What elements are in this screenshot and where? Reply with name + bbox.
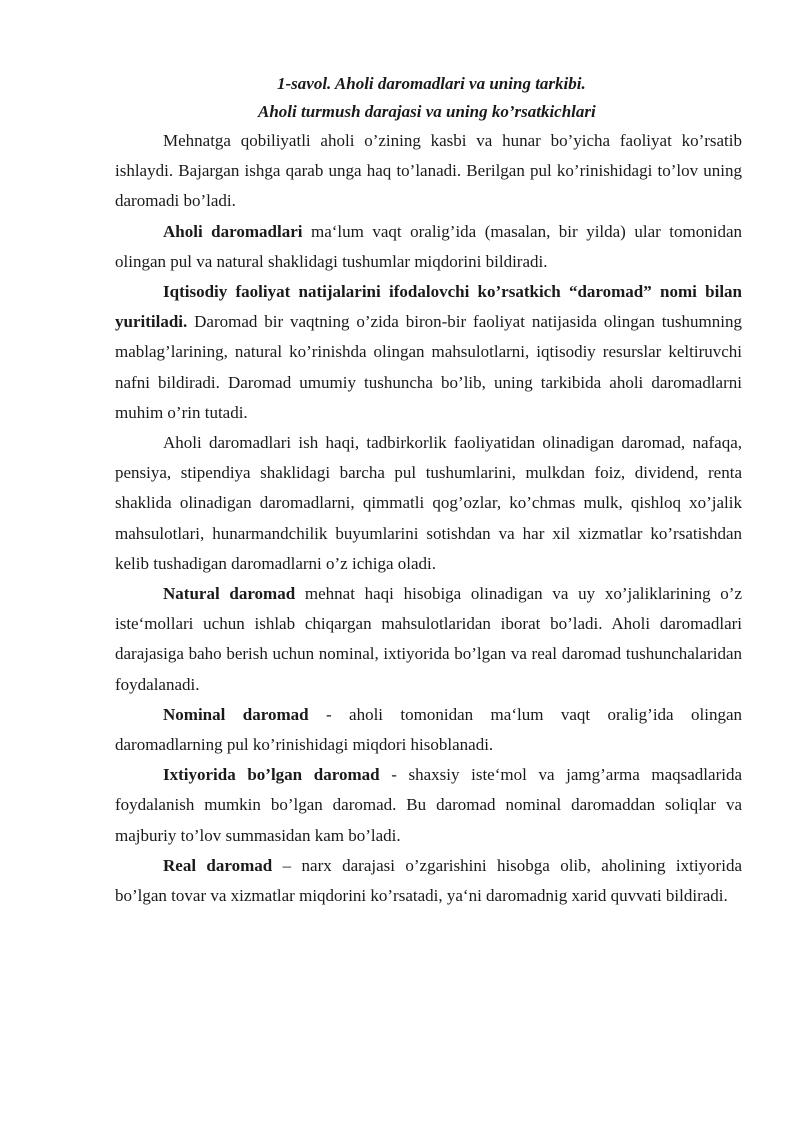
paragraph-6-text: - aholi tomonidan ma‘lum vaqt oralig’ida olingan daromadlarning pul ko’rinishidagi miqdori hisoblanadi. [115, 704, 742, 755]
term-ixtiyorida-bolgan-daromad: Ixtiyorida bo’lgan daromad [163, 765, 380, 785]
paragraph-2-text: ma‘lum vaqt oralig’ida (masalan, bir yilda) ular tomonidan olingan pul va natural shaklidagi tushumlar miqdorini bildiradi. [115, 221, 742, 271]
paragraph-5 [115, 579, 742, 700]
paragraph-5-text: mehnat haqi hisobiga olinadigan va uy xo’jaliklarining o’z iste‘mollari uchun ishlab chiqargan mahsulotlaridan iborat bo’ladi. Aholi daromadlari darajasiga baho berish uchun nominal, ixtiyorida bo’lgan va real daromad tushunchalaridan foydalanadi. [115, 584, 742, 694]
term-real-daromad: Real daromad [163, 855, 273, 875]
paragraph-4-text: Aholi daromadlari ish haqi, tadbirkorlik faoliyatidan olinadigan daromad, nafaqa, pensiya, stipendiya shaklidagi barcha pul tushumlarini, mulkdan foiz, dividend, renta shaklida olinadigan daromadlarni, qimmatli qog’ozlar, ko’chmas mulk, qishloq xo’jalik mahsulotlari, hunarmandchilik buyumlarini sotishdan va har xil xizmatlar ko’rsatishdan kelib tushadigan daromadlarni o’z ichiga oladi. [115, 433, 742, 573]
term-aholi-daromadlari: Aholi daromadlari [163, 221, 303, 241]
term-natural-daromad: Natural daromad [163, 584, 296, 604]
term-nominal-daromad: Nominal daromad [163, 704, 309, 724]
title-line-2: Aholi turmush darajasi va uning ko’rsatkichlari [258, 102, 596, 121]
paragraph-4 [115, 428, 742, 579]
paragraph-7-text: - shaxsiy iste‘mol va jamg’arma maqsadlarida foydalanish mumkin bo’lgan daromad. Bu daromad nominal daromaddan soliqlar va majburiy to’lov summasidan kam bo’ladi. [115, 765, 742, 845]
paragraph-2 [115, 217, 742, 277]
paragraph-1 [115, 126, 742, 217]
paragraph-8 [115, 851, 742, 911]
title-line-1: 1-savol. Aholi daromadlari va uning tarkibi. [277, 74, 586, 93]
paragraph-1-text: Mehnatga qobiliyatli aholi o’zining kasbi va hunar bo’yicha faoliyat ko’rsatib ishlaydi. Bajargan ishga qarab unga haq to’lanadi. Berilgan pul ko’rinishidagi to’lov uning daromadi bo’ladi. [115, 131, 742, 211]
paragraph-8-text: – narx darajasi o’zgarishini hisobga olib, aholining ixtiyorida bo’lgan tovar va xizmatlar miqdorini ko’rsatadi, ya‘ni daromadnig xarid quvvati bildiradi. [115, 855, 742, 906]
term-daromad-definition: Iqtisodiy faoliyat natijalarini ifodalovchi ko’rsatkich “daromad” nomi bilan yuritiladi. [115, 282, 742, 332]
paragraph-3 [115, 277, 742, 428]
paragraph-3-text: Daromad bir vaqtning o’zida biron-bir faoliyat natijasida olingan tushumning mablag’larining, natural ko’rinishda olingan mahsulotlarni, iqtisodiy resurslar keltiruvchi nafni bildiradi. Daromad umumiy tushuncha bo’lib, uning tarkibida aholi daromadlarni muhim o’rin tutadi. [115, 312, 742, 422]
paragraph-7 [115, 760, 742, 851]
paragraph-6 [115, 700, 742, 760]
